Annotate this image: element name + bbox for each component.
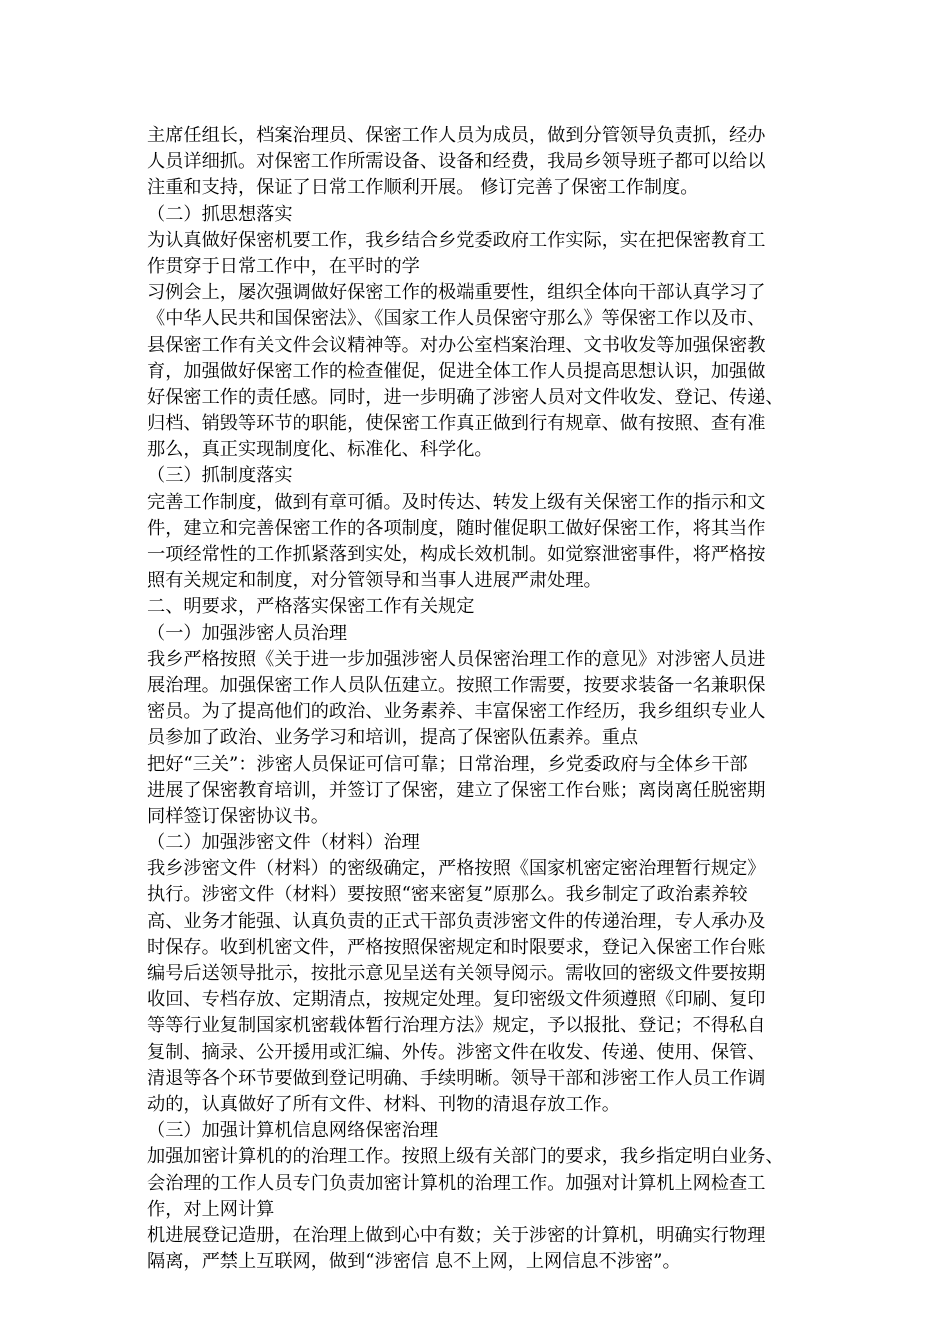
paragraph-line: 机进展登记造册，在治理上做到心中有数；关于涉密的计算机，明确实行物理 [147,1224,766,1246]
paragraph-line: 展治理。加强保密工作人员队伍建立。按照工作需要，按要求装备一名兼职保 [147,674,766,696]
paragraph-line: 习例会上，屡次强调做好保密工作的极端重要性，组织全体向干部认真学习了 [147,282,766,304]
section-heading: （三）加强计算机信息网络保密治理 [147,1120,439,1142]
paragraph-line: 作贯穿于日常工作中，在平时的学 [147,255,420,277]
document-body [147,123,812,1275]
section-heading: （二）抓思想落实 [147,203,293,225]
paragraph-line: 好保密工作的责任感。同时，进一步明确了涉密人员对文件收发、登记、传递、 [147,386,784,408]
paragraph-line: 完善工作制度，做到有章可循。及时传达、转发上级有关保密工作的指示和文 [147,491,766,513]
paragraph-line: 进展了保密教育培训，并签订了保密，建立了保密工作台账；离岗离任脱密期 [147,779,766,801]
paragraph-line: 同样签订保密协议书。 [147,805,329,827]
paragraph-line: 照有关规定和制度，对分管领导和当事人进展严肃处理。 [147,570,602,592]
paragraph-line: 件，建立和完善保密工作的各项制度，随时催促职工做好保密工作，将其当作 [147,517,766,539]
paragraph-line: 员参加了政治、业务学习和培训，提高了保密队伍素养。重点 [147,727,639,749]
paragraph-line: 归档、销毁等环节的职能，使保密工作真正做到行有规章、做有按照、查有准 [147,413,766,435]
paragraph-line: 为认真做好保密机要工作，我乡结合乡党委政府工作实际，实在把保密教育工 [147,229,766,251]
paragraph-line: 时保存。收到机密文件，严格按照保密规定和时限要求，登记入保密工作台账 [147,936,766,958]
paragraph-line: 作，对上网计算 [147,1198,275,1220]
paragraph-line: 注重和支持，保证了日常工作顺利开展。 修订完善了保密工作制度。 [147,177,699,199]
paragraph-line: 复制、摘录、公开援用或汇编、外传。涉密文件在收发、传递、使用、保管、 [147,1041,766,1063]
paragraph-line: 会治理的工作人员专门负责加密计算机的治理工作。加强对计算机上网检查工 [147,1172,766,1194]
paragraph-line: 编号后送领导批示，按批示意见呈送有关领导阅示。需收回的密级文件要按期 [147,963,766,984]
paragraph-line: 收回、专档存放、定期清点，按规定处理。复印密级文件须遵照《印刷、复印 [147,989,766,1011]
paragraph-line: 动的，认真做好了所有文件、材料、刊物的清退存放工作。 [147,1093,620,1115]
section-heading: （三）抓制度落实 [147,465,293,487]
paragraph-line: 《中华人民共和国保密法》、《国家工作人员保密守那么》等保密工作以及市、 [147,308,766,330]
paragraph-line: 县保密工作有关文件会议精神等。对办公室档案治理、文书收发等加强保密教 [147,334,766,356]
paragraph-line: 隔离，严禁上互联网，做到“涉密信 息不上网，上网信息不涉密”。 [147,1251,681,1273]
paragraph-line: 人员详细抓。对保密工作所需设备、设备和经费，我局乡领导班子都可以给以 [147,151,766,173]
paragraph-line: 把好“三关”：涉密人员保证可信可靠；日常治理，乡党委政府与全体乡干部 [147,753,748,775]
paragraph-line: 主席任组长，档案治理员、保密工作人员为成员，做到分管领导负责抓，经办 [147,125,766,146]
paragraph-line: 等等行业复制国家机密载体暂行治理方法》规定，予以报批、登记；不得私自 [147,1015,766,1037]
paragraph-line: 一项经常性的工作抓紧落到实处，构成长效机制。如觉察泄密事件，将严格按 [147,544,766,565]
section-heading: 二、明要求，严格落实保密工作有关规定 [147,596,475,618]
section-heading: （一）加强涉密人员治理 [147,622,348,644]
paragraph-line: 我乡严格按照《关于进一步加强涉密人员保密治理工作的意见》对涉密人员进 [147,648,766,670]
paragraph-line: 那么，真正实现制度化、标准化、科学化。 [147,439,493,461]
paragraph-line: 我乡涉密文件（材料）的密级确定，严格按照《国家机密定密治理暂行规定》 [147,858,766,880]
paragraph-line: 高、业务才能强、认真负责的正式干部负责涉密文件的传递治理，专人承办及 [147,910,766,932]
paragraph-line: 执行。涉密文件（材料）要按照“密来密复”原那么。我乡制定了政治素养较 [147,884,748,906]
section-heading: （二）加强涉密文件（材料）治理 [147,832,420,854]
paragraph-line: 育，加强做好保密工作的检查催促，促进全体工作人员提高思想认识，加强做 [147,360,766,382]
paragraph-line: 密员。为了提高他们的政治、业务素养、丰富保密工作经历，我乡组织专业人 [147,701,766,723]
paragraph-line: 清退等各个环节要做到登记明确、手续明晰。领导干部和涉密工作人员工作调 [147,1067,766,1089]
paragraph-line: 加强加密计算机的的治理工作。按照上级有关部门的要求，我乡指定明白业务、 [147,1146,784,1168]
